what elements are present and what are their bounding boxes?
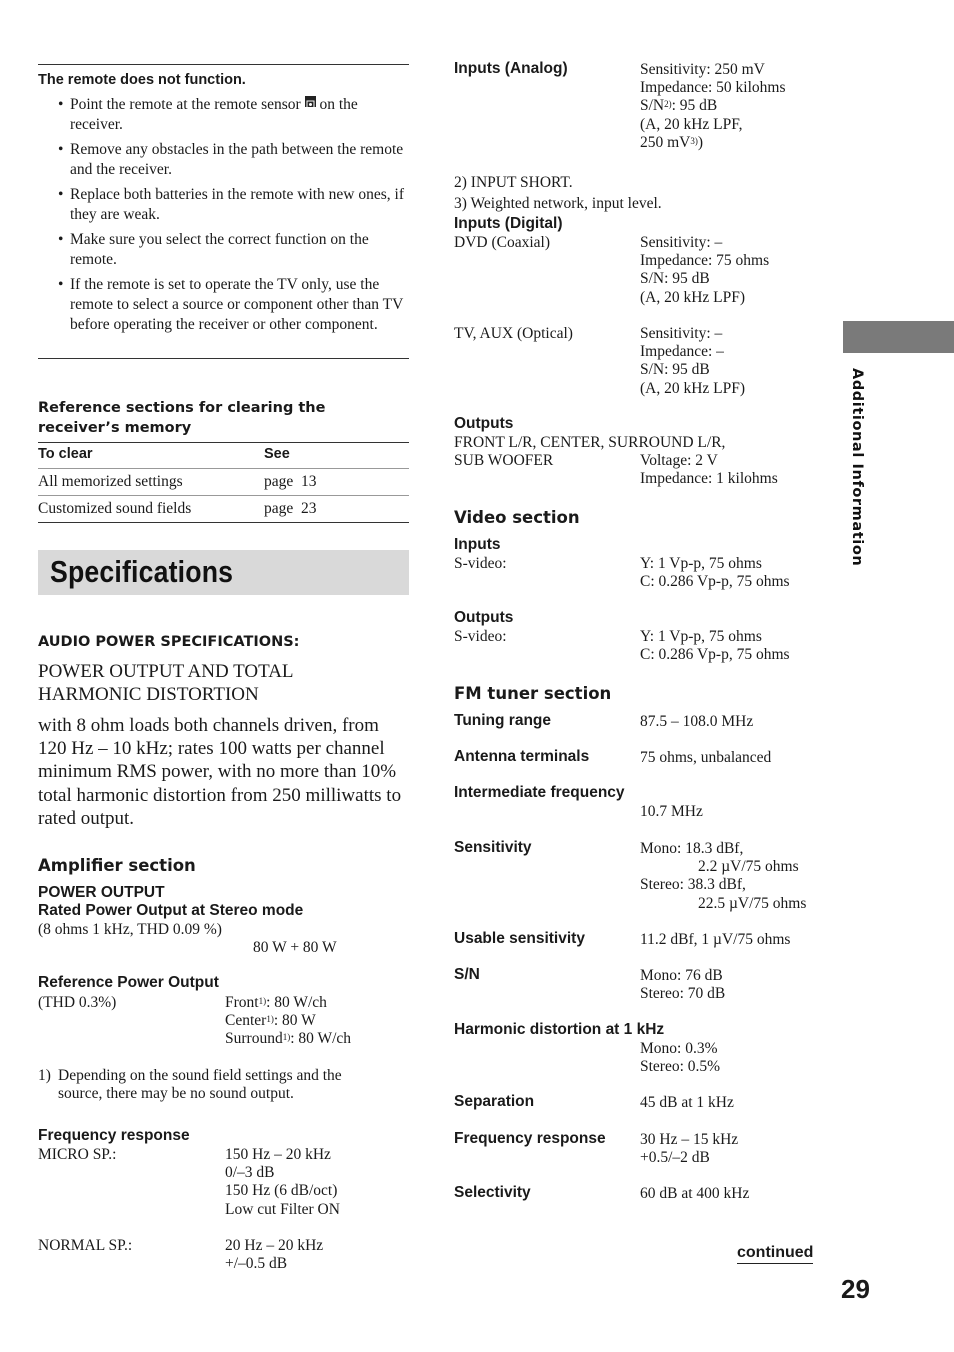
video-heading: Video section bbox=[454, 508, 580, 527]
tv-aux-optical-values: Sensitivity: – Impedance: – S/N: 95 dB (A, 20 kHz LPF) bbox=[640, 325, 746, 397]
section-rule bbox=[38, 358, 409, 359]
memory-table-heading: Reference sections for clearing the receiver’s memory bbox=[38, 400, 326, 436]
audio-power-body: with 8 ohm loads both channels driven, from 120 Hz – 10 kHz; rates 100 watts per channel minimum RMS power, with no more than 10% total harmonic distortion from 250 milliwatts to rated output. bbox=[38, 715, 402, 829]
inputs-analog-values: Sensitivity: 250 mV Impedance: 50 kilohms $S/N^{2)}$: 95 dB (A, 20 kHz LPF, 250 $mV^{3)}$) bbox=[640, 61, 786, 151]
outputs-line-1: FRONT L/R, CENTER, SURROUND L/R, bbox=[454, 434, 726, 451]
specifications-banner bbox=[38, 550, 409, 595]
fm-frequency-values: 30 Hz – 15 kHz +0.5/–2 dB bbox=[640, 1131, 739, 1167]
usable-sensitivity-value: 11.2 dBf, 1 µV/75 ohms bbox=[640, 931, 791, 948]
table-cell: All memorized settings bbox=[38, 473, 183, 490]
table-header-see: See bbox=[264, 446, 290, 462]
dvd-coaxial-values: Sensitivity: – Impedance: 75 ohms S/N: 95 dB (A, 20 kHz LPF) bbox=[640, 234, 770, 306]
page-number: 29 bbox=[841, 1274, 870, 1304]
micro-sp-values: 150 Hz – 20 kHz 0/–3 dB 150 Hz (6 dB/oct) Low cut Filter ON bbox=[225, 1146, 340, 1218]
separation-label: Separation bbox=[454, 1093, 535, 1110]
harmonic-distortion-values: Mono: 0.3% Stereo: 0.5% bbox=[640, 1040, 721, 1076]
sn-values: Mono: 76 dB Stereo: 70 dB bbox=[640, 967, 726, 1003]
usable-sensitivity-label: Usable sensitivity bbox=[454, 930, 585, 947]
table-header-to-clear: To clear bbox=[38, 446, 93, 462]
remote-sensor-icon bbox=[305, 96, 316, 107]
table-rule bbox=[38, 468, 409, 469]
table-cell: page 23 bbox=[264, 500, 317, 517]
side-tab-marker bbox=[843, 321, 954, 353]
inputs-analog-label: Inputs (Analog) bbox=[454, 60, 568, 77]
separation-value: 45 dB at 1 kHz bbox=[640, 1094, 734, 1111]
video-inputs-label: Inputs bbox=[454, 536, 501, 553]
outputs-values: Voltage: 2 V Impedance: 1 kilohms bbox=[640, 452, 778, 488]
audio-power-subheading: POWER OUTPUT AND TOTAL HARMONIC DISTORTION bbox=[38, 661, 293, 705]
audio-power-heading: AUDIO POWER SPECIFICATIONS: bbox=[38, 634, 300, 650]
list-item: • If the remote is set to operate the TV only, use the remote to select a source or component other than TV before operating the receiver or other component. bbox=[38, 275, 409, 335]
sn-label: S/N bbox=[454, 966, 480, 983]
side-tab-label: Additional Information bbox=[849, 368, 865, 567]
amplifier-heading: Amplifier section bbox=[38, 856, 196, 875]
outputs-label: Outputs bbox=[454, 415, 514, 432]
video-out-values: Y: 1 Vp-p, 75 ohms C: 0.286 Vp-p, 75 ohms bbox=[640, 628, 790, 664]
troubleshoot-list bbox=[38, 95, 409, 335]
troubleshoot-heading: The remote does not function. bbox=[38, 72, 246, 88]
footnote-1: 1) Depending on the sound field settings and the source, there may be no sound output. bbox=[38, 1067, 342, 1103]
video-in-name: S-video: bbox=[454, 555, 507, 572]
page-title: Specifications bbox=[50, 554, 234, 589]
selectivity-label: Selectivity bbox=[454, 1184, 531, 1201]
rated-value: 80 W + 80 W bbox=[253, 939, 337, 956]
micro-sp-label: MICRO SP.: bbox=[38, 1146, 117, 1163]
list-item: • Point the remote at the remote sensor on the receiver. bbox=[38, 95, 409, 135]
antenna-label: Antenna terminals bbox=[454, 748, 590, 765]
tv-aux-optical-label: TV, AUX (Optical) bbox=[454, 325, 573, 342]
fm-frequency-label: Frequency response bbox=[454, 1130, 606, 1147]
sensitivity-values: Mono: 18.3 dBf, 2.2 µV/75 ohms Stereo: 38.3 dBf, 22.5 µV/75 ohms bbox=[640, 840, 807, 912]
list-item: • Replace both batteries in the remote with new ones, if they are weak. bbox=[38, 185, 409, 225]
if-label: Intermediate frequency bbox=[454, 784, 625, 801]
tuning-range-label: Tuning range bbox=[454, 712, 552, 729]
reference-values: Front$^{1)}$: 80 W/ch Center$^{1)}$: 80 W Surround$^{1)}$: 80 W/ch bbox=[225, 994, 352, 1048]
normal-sp-label: NORMAL SP.: bbox=[38, 1237, 133, 1254]
reference-conditions: (THD 0.3%) bbox=[38, 994, 117, 1011]
if-value: 10.7 MHz bbox=[640, 803, 703, 820]
top-rule bbox=[38, 64, 409, 65]
dvd-coaxial-label: DVD (Coaxial) bbox=[454, 234, 550, 251]
list-item: • Remove any obstacles in the path between the remote and the receiver. bbox=[38, 140, 409, 180]
video-out-name: S-video: bbox=[454, 628, 507, 645]
inputs-digital-label: Inputs (Digital) bbox=[454, 215, 563, 232]
tuning-range-value: 87.5 – 108.0 MHz bbox=[640, 713, 754, 730]
selectivity-value: 60 dB at 400 kHz bbox=[640, 1185, 750, 1202]
footnote-3: 3) Weighted network, input level. bbox=[454, 195, 662, 212]
normal-sp-values: 20 Hz – 20 kHz +/–0.5 dB bbox=[225, 1237, 324, 1273]
troubleshoot-section bbox=[38, 71, 409, 340]
video-outputs-label: Outputs bbox=[454, 609, 514, 626]
amp-frequency-label: Frequency response bbox=[38, 1127, 190, 1144]
table-bottom-rule bbox=[38, 522, 409, 523]
outputs-line-2: SUB WOOFER bbox=[454, 452, 554, 469]
table-cell: Customized sound fields bbox=[38, 500, 192, 517]
harmonic-distortion-label: Harmonic distortion at 1 kHz bbox=[454, 1021, 665, 1038]
footnote-2: 2) INPUT SHORT. bbox=[454, 174, 573, 191]
continued-label: continued bbox=[737, 1244, 813, 1264]
fm-heading: FM tuner section bbox=[454, 684, 612, 703]
rated-conditions: (8 ohms 1 kHz, THD 0.09 %) bbox=[38, 921, 222, 938]
table-rule bbox=[38, 495, 409, 496]
rated-power-label: Rated Power Output at Stereo mode bbox=[38, 902, 304, 919]
list-item: • Make sure you select the correct function on the remote. bbox=[38, 230, 409, 270]
reference-power-label: Reference Power Output bbox=[38, 974, 219, 991]
table-cell: page 13 bbox=[264, 473, 317, 490]
sensitivity-label: Sensitivity bbox=[454, 839, 532, 856]
table-top-rule bbox=[38, 442, 409, 443]
power-output-label: POWER OUTPUT bbox=[38, 884, 165, 901]
antenna-value: 75 ohms, unbalanced bbox=[640, 749, 772, 766]
video-in-values: Y: 1 Vp-p, 75 ohms C: 0.286 Vp-p, 75 ohms bbox=[640, 555, 790, 591]
